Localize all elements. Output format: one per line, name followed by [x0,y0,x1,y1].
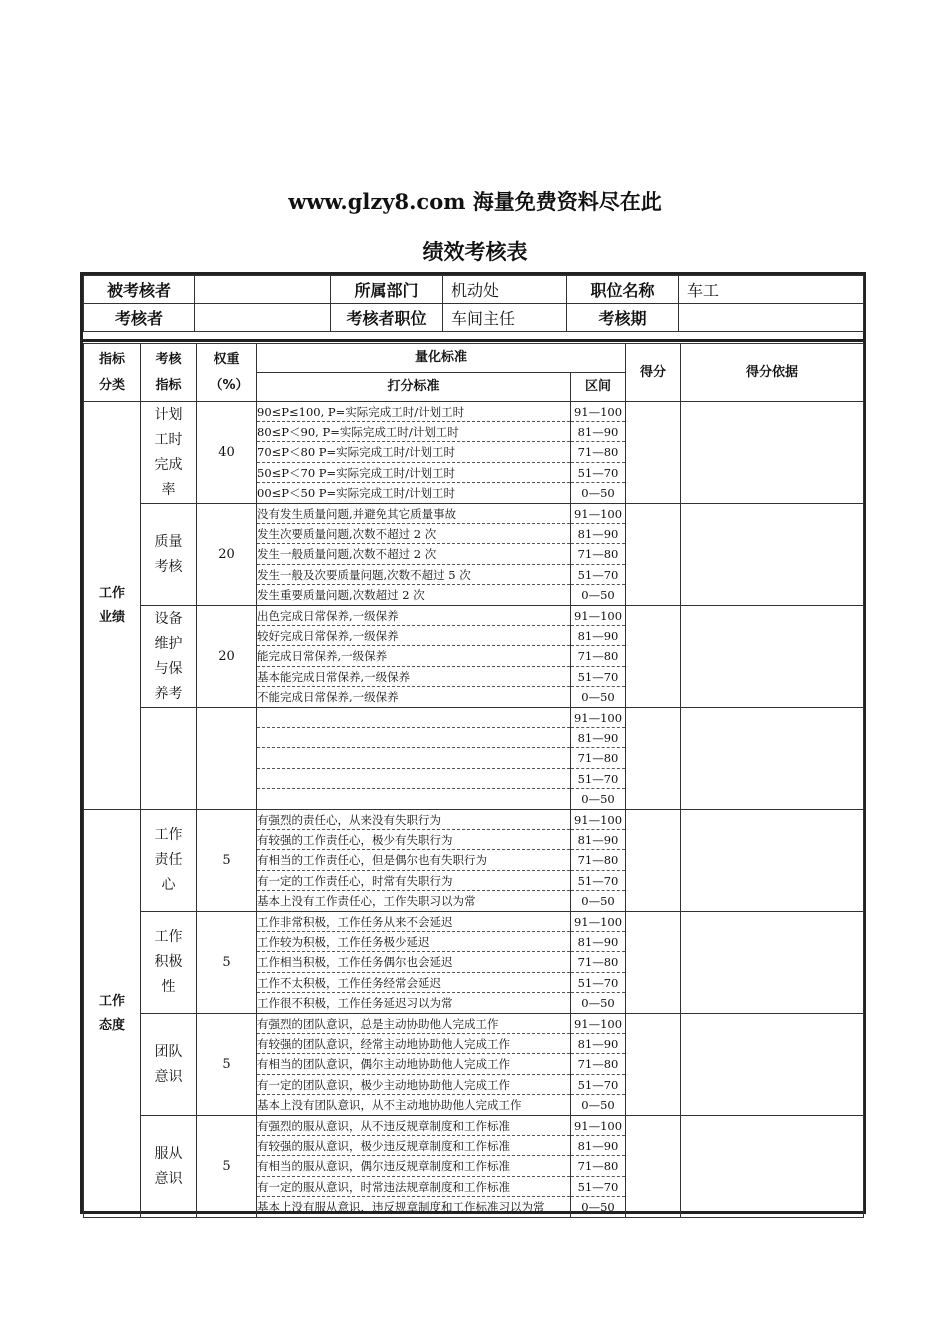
score-field[interactable] [626,912,681,1014]
criteria-cell [257,606,571,708]
criteria-line: 工作非常积极，工作任务从来不会延迟 [257,912,570,932]
range-cell [571,606,626,708]
weight-cell: 20 [197,606,257,708]
criteria-line: 能完成日常保养,一级保养 [257,646,570,666]
criteria-cell [257,912,571,1014]
position-field[interactable]: 车工 [679,276,864,304]
range-line: 71—80 [571,442,625,462]
criteria-line: 基本上没有工作责任心，工作失职习以为常 [257,893,476,908]
criteria-line: 80≤P＜90, P=实际完成工时/计划工时 [257,422,570,442]
range-line: 81—90 [571,1136,625,1156]
criteria-line: 有较强的服从意识，极少违反规章制度和工作标准 [257,1136,570,1156]
basis-field[interactable] [681,810,864,912]
indicator-cell: 工作积极性 [141,912,197,1014]
range-line: 51—70 [571,769,625,789]
site-banner: www.glzy8.com 海量免费资料尽在此 [288,189,662,214]
basis-field[interactable] [681,1014,864,1116]
criteria-line: 发生一般质量问题,次数不超过 2 次 [257,544,570,564]
criteria-line: 工作很不积极，工作任务延迟习以为常 [257,995,453,1010]
criteria-line: 有强烈的责任心，从来没有失职行为 [257,810,570,830]
criteria-line: 50≤P＜70 P=实际完成工时/计划工时 [257,463,570,483]
col-quant: 量化标准 [257,344,626,373]
table-row [84,606,864,708]
criteria-line: 70≤P＜80 P=实际完成工时/计划工时 [257,442,570,462]
criteria-line: 出色完成日常保养,一级保养 [257,606,570,626]
assessor-field[interactable] [195,304,331,332]
score-field[interactable] [626,402,681,504]
basis-field[interactable] [681,912,864,1014]
range-line: 0—50 [581,485,615,500]
weight-cell: 5 [197,912,257,1014]
col-weight: 权重（%） [197,344,257,402]
score-field[interactable] [626,606,681,708]
weight-cell [197,708,257,810]
range-cell [571,1014,626,1116]
category-cell: 工作业绩 [84,402,141,810]
score-field[interactable] [626,504,681,606]
score-field[interactable] [626,708,681,810]
range-line: 81—90 [571,830,625,850]
range-cell [571,1116,626,1218]
criteria-line: 00≤P＜50 P=实际完成工时/计划工时 [257,485,456,500]
criteria-cell [257,810,571,912]
criteria-line: 发生一般及次要质量问题,次数不超过 5 次 [257,565,570,585]
range-line: 81—90 [571,728,625,748]
range-cell [571,810,626,912]
range-line: 91—100 [571,810,625,830]
assessee-field[interactable] [195,276,331,304]
assessment-form [80,272,866,1214]
basis-field[interactable] [681,708,864,810]
indicator-cell: 团队意识 [141,1014,197,1116]
weight-cell: 20 [197,504,257,606]
basis-field[interactable] [681,606,864,708]
basis-field[interactable] [681,504,864,606]
criteria-line: 发生次要质量问题,次数不超过 2 次 [257,524,570,544]
weight-cell: 40 [197,402,257,504]
score-field[interactable] [626,1014,681,1116]
range-line: 71—80 [571,952,625,972]
table-row [84,1014,864,1116]
weight-cell: 5 [197,1014,257,1116]
criteria-line: 基本能完成日常保养,一级保养 [257,667,570,687]
range-cell [571,708,626,810]
range-cell [571,402,626,504]
indicator-cell: 工作责任心 [141,810,197,912]
range-cell [571,912,626,1014]
assessor-position-field[interactable]: 车间主任 [443,304,567,332]
weight-cell: 5 [197,1116,257,1218]
criteria-line [257,728,570,748]
col-indicator: 考核指标 [141,344,197,402]
range-line: 91—100 [571,606,625,626]
range-line: 0—50 [581,893,615,908]
category-cell: 工作态度 [84,810,141,1218]
criteria-line: 工作相当积极，工作任务偶尔也会延迟 [257,952,570,972]
criteria-cell [257,708,571,810]
position-label: 职位名称 [567,276,679,304]
range-line: 51—70 [571,1177,625,1197]
range-line: 91—100 [571,402,625,422]
table-row [84,912,864,1014]
criteria-line: 有相当的团队意识，偶尔主动地协助他人完成工作 [257,1054,570,1074]
criteria-line [257,708,570,728]
basis-field[interactable] [681,1116,864,1218]
criteria-cell [257,1014,571,1116]
criteria-line: 90≤P≤100, P=实际完成工时/计划工时 [257,402,570,422]
range-line: 91—100 [571,912,625,932]
range-line: 71—80 [571,544,625,564]
table-row [84,1116,864,1218]
criteria-line: 基本上没有团队意识，从不主动地协助他人完成工作 [257,1097,522,1112]
info-table [83,275,864,332]
range-line: 51—70 [571,871,625,891]
criteria-line: 有较强的团队意识，经常主动地协助他人完成工作 [257,1034,570,1054]
criteria-line: 没有发生质量问题,并避免其它质量事故 [257,504,570,524]
criteria-line: 不能完成日常保养,一级保养 [257,689,399,704]
indicator-cell [141,708,197,810]
assessee-label: 被考核者 [84,276,195,304]
dept-label: 所属部门 [331,276,443,304]
range-cell [571,504,626,606]
indicator-cell: 服从意识 [141,1116,197,1218]
criteria-line: 有强烈的服从意识，从不违反规章制度和工作标准 [257,1116,570,1136]
criteria-line: 工作较为积极，工作任务极少延迟 [257,932,570,952]
basis-field[interactable] [681,402,864,504]
criteria-line: 有较强的工作责任心，极少有失职行为 [257,830,570,850]
range-line: 81—90 [571,422,625,442]
criteria-line: 工作不太积极，工作任务经常会延迟 [257,973,570,993]
range-line: 71—80 [571,748,625,768]
criteria-line: 有相当的工作责任心，但是偶尔也有失职行为 [257,850,570,870]
criteria-line: 有一定的团队意识，极少主动地协助他人完成工作 [257,1075,570,1095]
divider [83,339,863,342]
range-line: 51—70 [571,463,625,483]
range-line: 0—50 [581,995,615,1010]
score-field[interactable] [626,810,681,912]
range-line: 0—50 [581,587,615,602]
scoring-table [83,343,864,1218]
period-field[interactable] [679,304,864,332]
col-category: 指标分类 [84,344,141,402]
range-line: 91—100 [571,1116,625,1136]
range-line: 51—70 [571,973,625,993]
page-title: 绩效考核表 [422,239,528,264]
indicator-cell: 质量考核 [141,504,197,606]
dept-field[interactable]: 机动处 [443,276,567,304]
col-range: 区间 [571,373,626,402]
table-row [84,402,864,504]
criteria-line: 较好完成日常保养,一级保养 [257,626,570,646]
criteria-line: 有一定的服从意识，时常违法规章制度和工作标准 [257,1177,570,1197]
criteria-cell [257,504,571,606]
criteria-line: 有一定的工作责任心，时常有失职行为 [257,871,570,891]
indicator-cell: 计划工时完成率 [141,402,197,504]
criteria-line: 有相当的服从意识，偶尔违反规章制度和工作标准 [257,1156,570,1176]
range-line: 51—70 [571,565,625,585]
criteria-line: 发生重要质量问题,次数超过 2 次 [257,587,425,602]
range-line: 81—90 [571,1034,625,1054]
range-line: 81—90 [571,932,625,952]
criteria-cell [257,1116,571,1218]
col-basis: 得分依据 [681,344,864,402]
range-line: 0—50 [581,1097,615,1112]
range-line: 71—80 [571,646,625,666]
range-line: 51—70 [571,667,625,687]
range-line: 91—100 [571,708,625,728]
range-line: 71—80 [571,1054,625,1074]
table-row [84,810,864,912]
period-label: 考核期 [567,304,679,332]
range-line: 0—50 [581,689,615,704]
col-criteria: 打分标准 [257,373,571,402]
col-score: 得分 [626,344,681,402]
weight-cell: 5 [197,810,257,912]
score-field[interactable] [626,1116,681,1218]
assessor-position-label: 考核者职位 [331,304,443,332]
range-line: 81—90 [571,524,625,544]
range-line: 51—70 [571,1075,625,1095]
range-line: 0—50 [581,791,615,806]
criteria-line [257,789,570,809]
indicator-cell: 设备维护与保养考 [141,606,197,708]
criteria-line [257,748,570,768]
criteria-line: 基本上没有服从意识，违反规章制度和工作标准习以为常 [257,1199,545,1214]
range-line: 71—80 [571,850,625,870]
criteria-line: 有强烈的团队意识，总是主动协助他人完成工作 [257,1014,570,1034]
assessor-label: 考核者 [84,304,195,332]
range-line: 91—100 [571,504,625,524]
range-line: 81—90 [571,626,625,646]
table-row [84,708,864,810]
criteria-line [257,769,570,789]
criteria-cell [257,402,571,504]
range-line: 91—100 [571,1014,625,1034]
range-line: 71—80 [571,1156,625,1176]
range-line: 0—50 [581,1199,615,1214]
table-row [84,504,864,606]
